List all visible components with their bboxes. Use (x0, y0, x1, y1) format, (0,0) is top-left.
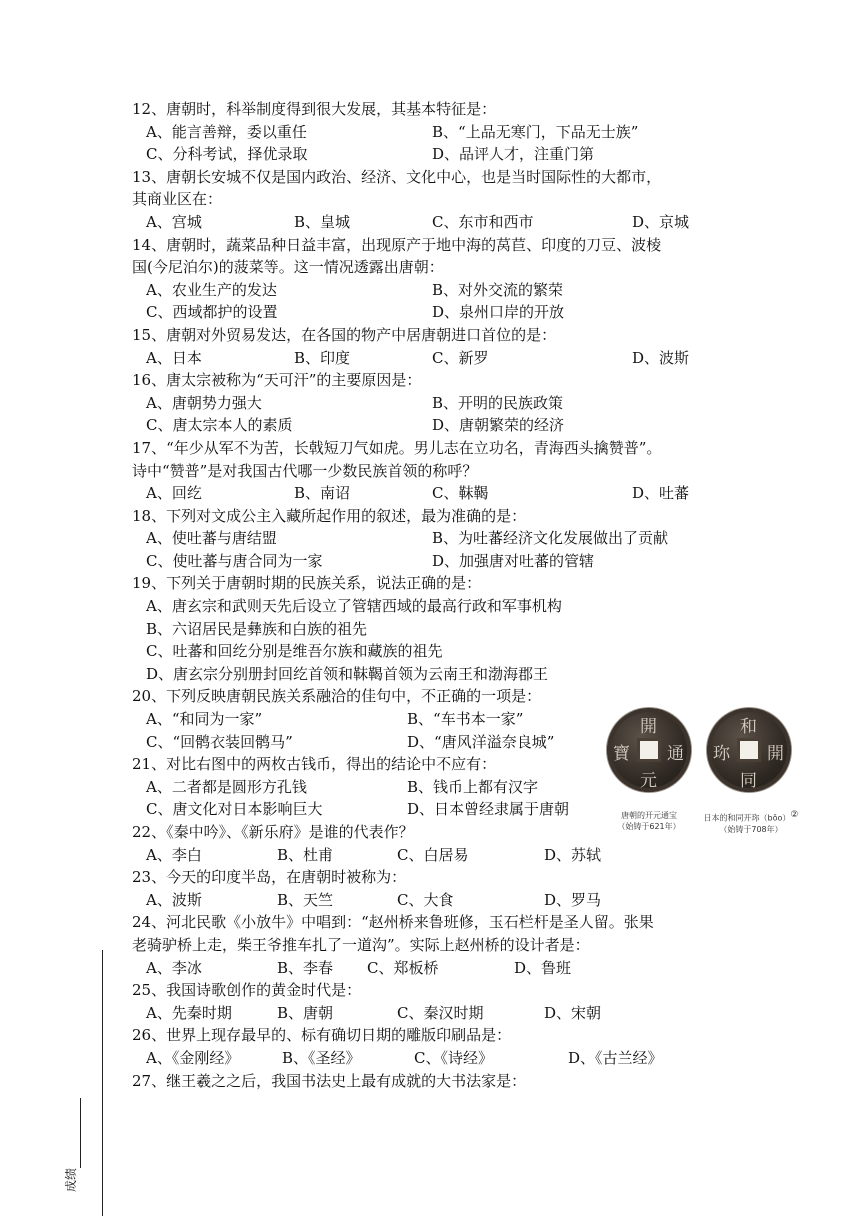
coin-char: 同 (740, 771, 757, 791)
coin-char: 元 (640, 771, 657, 791)
answer-option[interactable]: D、唐玄宗分别册封回纥首领和靺鞨首领为云南王和渤海郡王 (146, 664, 549, 683)
answer-option[interactable]: A、二者都是圆形方孔钱 (146, 777, 307, 796)
options-row (132, 1002, 752, 1025)
answer-option[interactable]: A、能言善辩，委以重任 (146, 122, 307, 141)
answer-option[interactable]: C、吐蕃和回纥分别是维吾尔族和藏族的祖先 (146, 642, 443, 661)
question-stem: 27、继王羲之之后，我国书法史上最有成就的大书法家是： (132, 1071, 527, 1090)
options-row (132, 301, 752, 324)
answer-option[interactable]: B、六诏居民是彝族和白族的祖先 (146, 619, 368, 638)
answer-option[interactable]: D、波斯 (632, 348, 690, 367)
answer-option[interactable]: C、唐文化对日本影响巨大 (146, 800, 323, 819)
answer-option[interactable]: A、波斯 (146, 890, 202, 909)
coin-char: 開 (767, 744, 784, 764)
question-stem: 18、下列对文成公主入藏所起作用的叙述，最为准确的是： (132, 506, 527, 525)
options-row (132, 957, 752, 980)
kaiyuan-coin-image (607, 708, 691, 792)
coin-char: 開 (640, 717, 657, 737)
answer-option[interactable]: D、苏轼 (544, 845, 602, 864)
answer-option[interactable]: A、李白 (146, 845, 202, 864)
options-row (132, 844, 752, 867)
question-stem: 13、唐朝长安城不仅是国内政治、经济、文化中心，也是当时国际性的大都市， (132, 167, 662, 186)
question-list (132, 98, 752, 1092)
answer-option[interactable]: A、唐玄宗和武则天先后设立了管辖西域的最高行政和军事机构 (146, 597, 562, 616)
options-row (132, 527, 752, 550)
right-coin-caption: 日本的和同开珎（bǒo）② （始铸于708年） (703, 810, 799, 834)
answer-option[interactable]: C、郑板桥 (367, 958, 439, 977)
answer-option[interactable]: A、先秦时期 (146, 1003, 232, 1022)
question-stem: 16、唐太宗被称为“天可汗”的主要原因是： (132, 371, 422, 390)
options-row (132, 889, 752, 912)
answer-option[interactable]: C、《诗经》 (414, 1048, 493, 1067)
question-stem-continued: 诗中“赞普”是对我国古代哪一少数民族首领的称呼？ (132, 461, 478, 480)
question-stem: 12、唐朝时，科举制度得到很大发展，其基本特征是： (132, 100, 497, 118)
answer-option[interactable]: C、秦汉时期 (397, 1003, 484, 1022)
question-stem: 17、“年少从军不为苦，长戟短刀气如虎。男儿志在立功名，青海西头擒赞普”。 (132, 438, 662, 457)
answer-option[interactable]: B、钱币上都有汉字 (407, 777, 539, 796)
answer-option[interactable]: B、《圣经》 (282, 1048, 361, 1067)
answer-option[interactable]: B、为吐蕃经济文化发展做出了贡献 (432, 529, 669, 548)
options-row (132, 392, 752, 415)
question-stem: 26、世界上现存最早的、标有确切日期的雕版印刷品是： (132, 1026, 512, 1045)
answer-option[interactable]: D、泉州口岸的开放 (432, 303, 565, 322)
answer-option[interactable]: C、靺鞨 (432, 484, 489, 503)
options-row (132, 279, 752, 302)
coins-figure (605, 708, 799, 840)
answer-option[interactable]: A、唐朝势力强大 (146, 393, 262, 412)
answer-option[interactable]: D、罗马 (544, 890, 602, 909)
answer-option[interactable]: A、使吐蕃与唐结盟 (146, 529, 277, 548)
answer-option[interactable]: A、李冰 (146, 958, 202, 977)
answer-option[interactable]: A、农业生产的发达 (146, 280, 277, 299)
answer-option[interactable]: C、西域都护的设置 (146, 303, 278, 322)
question-stem-continued: 国(今尼泊尔)的菠菜等。这一情况透露出唐朝： (132, 258, 444, 277)
answer-option[interactable]: A、日本 (146, 348, 202, 367)
question-stem: 23、今天的印度半岛，在唐朝时被称为： (132, 868, 407, 887)
answer-option[interactable]: A、宫城 (146, 212, 202, 231)
coin-char: 寶 (613, 744, 630, 764)
answer-option[interactable]: A、回纥 (146, 484, 202, 503)
answer-option[interactable]: A、《金刚经》 (146, 1048, 240, 1067)
answer-option[interactable]: B、杜甫 (277, 845, 334, 864)
answer-option[interactable]: C、唐太宗本人的素质 (146, 416, 293, 435)
binding-margin-line (102, 950, 103, 1216)
answer-option[interactable]: A、“和同为一家” (146, 710, 263, 729)
options-row (132, 550, 752, 573)
options-row (132, 1047, 752, 1070)
answer-option[interactable]: D、京城 (632, 212, 690, 231)
answer-option[interactable]: D、唐朝繁荣的经济 (432, 416, 565, 435)
question-stem-continued: 其商业区在： (132, 190, 223, 209)
question-stem: 22、《秦中吟》、《新乐府》是谁的代表作？ (132, 823, 414, 841)
answer-option[interactable]: B、南诏 (294, 484, 351, 503)
question-stem: 20、下列反映唐朝民族关系融洽的佳句中，不正确的一项是： (132, 687, 542, 706)
answer-option[interactable]: B、李春 (277, 958, 334, 977)
answer-option[interactable]: D、品评人才，注重门第 (432, 145, 595, 164)
answer-option[interactable]: B、唐朝 (277, 1003, 334, 1022)
answer-option[interactable]: C、大食 (397, 890, 454, 909)
question-stem-continued: 老骑驴桥上走，柴王爷推车扎了一道沟”。实际上赵州桥的设计者是： (132, 935, 590, 954)
answer-option[interactable]: D、日本曾经隶属于唐朝 (407, 800, 570, 819)
answer-option[interactable]: C、使吐蕃与唐合同为一家 (146, 551, 323, 570)
score-label: 成绩 (64, 1167, 78, 1192)
answer-option[interactable]: C、白居易 (397, 845, 469, 864)
options-row (132, 143, 752, 166)
left-coin-caption: 唐朝的开元通宝 （始铸于621年） (617, 811, 681, 831)
answer-option[interactable]: B、“车书本一家” (407, 710, 524, 729)
score-blank-line (80, 1098, 81, 1168)
question-stem: 15、唐朝对外贸易发达，在各国的物产中居唐朝进口首位的是： (132, 325, 557, 344)
answer-option[interactable]: B、印度 (294, 348, 351, 367)
answer-option[interactable]: D、鲁班 (514, 958, 572, 977)
answer-option[interactable]: B、天竺 (277, 890, 334, 909)
options-row (132, 414, 752, 437)
answer-option[interactable]: D、吐蕃 (632, 484, 690, 503)
question-stem: 25、我国诗歌创作的黄金时代是： (132, 981, 362, 1000)
wadokaichin-coin-image (707, 708, 791, 792)
answer-option[interactable]: B、对外交流的繁荣 (432, 280, 564, 299)
options-row (132, 347, 752, 370)
answer-option[interactable]: C、东市和西市 (432, 212, 534, 231)
answer-option[interactable]: B、皇城 (294, 212, 351, 231)
question-stem: 19、下列关于唐朝时期的民族关系，说法正确的是： (132, 574, 482, 593)
options-row (132, 482, 752, 505)
answer-option[interactable]: D、“唐风洋溢奈良城” (407, 732, 555, 751)
options-row (132, 121, 752, 144)
coin-char: 和 (740, 717, 757, 737)
answer-option[interactable]: C、分科考试，择优录取 (146, 145, 308, 164)
answer-option[interactable]: B、“上品无寒门，下品无士族” (432, 122, 639, 141)
answer-option[interactable]: B、开明的民族政策 (432, 393, 564, 412)
answer-option[interactable]: C、新罗 (432, 348, 489, 367)
answer-option[interactable]: C、“回鹘衣装回鹘马” (146, 732, 293, 751)
question-stem: 24、河北民歌《小放牛》中唱到：“赵州桥来鲁班修，玉石栏杆是圣人留。张果 (132, 913, 654, 932)
answer-option[interactable]: D、宋朝 (544, 1003, 602, 1022)
question-stem: 14、唐朝时，蔬菜品种日益丰富，出现原产于地中海的莴苣、印度的刀豆、波棱 (132, 235, 662, 254)
question-stem: 21、对比右图中的两枚古钱币，得出的结论中不应有： (132, 755, 497, 774)
answer-option[interactable]: D、加强唐对吐蕃的管辖 (432, 551, 595, 570)
options-row (132, 211, 752, 234)
coin-char: 通 (667, 744, 684, 764)
coin-char: 珎 (713, 744, 730, 764)
answer-option[interactable]: D、《古兰经》 (568, 1048, 663, 1067)
